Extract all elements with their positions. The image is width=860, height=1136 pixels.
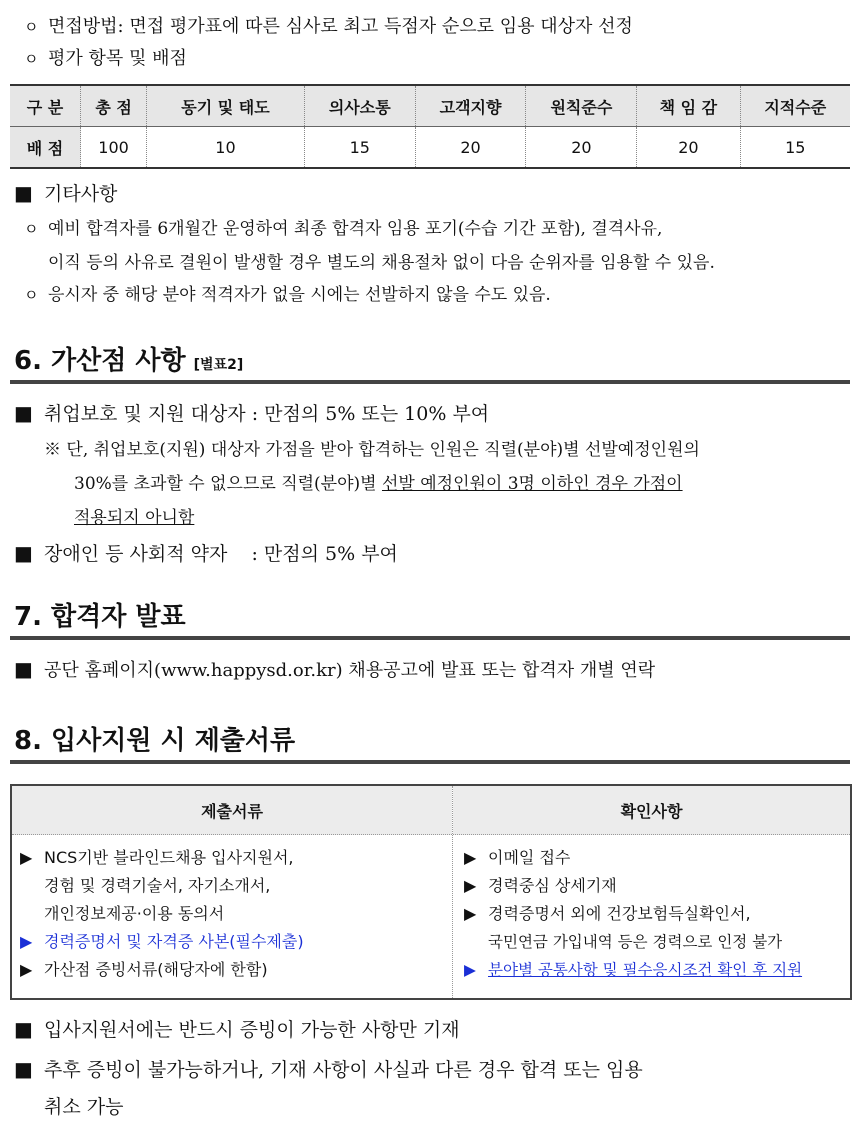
etc-title: ■ 기타사항 [14, 181, 118, 205]
square-bullet-icon: ■ [14, 181, 33, 205]
triangle-bullet-icon: ▶ [464, 961, 476, 979]
square-bullet-icon: ■ [14, 1057, 33, 1081]
table-header-cell: 구 분 [10, 85, 81, 127]
bottom-note-2-cont: 취소 가능 [44, 1096, 124, 1118]
check-item: ▶ 이메일 접수 [464, 844, 570, 872]
documents-column-header: 제출서류 [12, 786, 452, 835]
bottom-note-2: ■ 추후 증빙이 불가능하거나, 기재 사항이 사실과 다른 경우 합격 또는 임용 [14, 1057, 643, 1081]
triangle-bullet-icon: ▶ [464, 848, 477, 867]
etc-item-1-cont: 이직 등의 사유로 결원이 발생할 경우 별도의 채용절차 없이 다음 순위자를 임용할 수 있음. [48, 253, 715, 273]
document-item: ▶ NCS기반 블라인드채용 입사지원서, [20, 844, 293, 872]
circle-bullet-icon: ㅇ [24, 220, 39, 238]
bonus-item-1: ■ 취업보호 및 지원 대상자 : 만점의 5% 또는 10% 부여 [14, 401, 490, 425]
table-cell: 20 [637, 127, 740, 169]
table-row [10, 127, 850, 169]
bonus-note-line-2: 30%를 초과할 수 없으므로 직렬(분야)별 선발 예정인원이 3명 이하인 경우 가점이 [74, 474, 683, 494]
table-header-cell: 지적수준 [740, 85, 850, 127]
table-header-cell: 동기 및 태도 [147, 85, 305, 127]
check-item-highlight: ▶ 분야별 공통사항 및 필수응시조건 확인 후 지원 [464, 956, 802, 984]
underlined-text: 선발 예정인원이 3명 이하인 경우 가점이 [381, 474, 683, 494]
score-table [10, 84, 850, 169]
section-8-title: 8. 입사지원 시 제출서류 [14, 726, 296, 756]
circle-bullet-icon: ㅇ [24, 50, 39, 68]
bonus-note-line-1: ※ 단, 취업보호(지원) 대상자 가점을 받아 합격하는 인원은 직렬(분야)별 선발예정인원의 [44, 440, 700, 460]
table-row-label: 배 점 [10, 127, 81, 169]
square-bullet-icon: ■ [14, 541, 33, 565]
triangle-bullet-icon: ▶ [464, 876, 477, 895]
check-item: ▶ 경력증명서 외에 건강보험득실확인서, [464, 900, 751, 928]
table-cell: 100 [81, 127, 147, 169]
section-6-title: 6. 가산점 사항 [별표2] [14, 346, 244, 376]
table-header-cell: 원칙준수 [526, 85, 637, 127]
check-item-cont: 국민연금 가입내역 등은 경력으로 인정 불가 [488, 933, 783, 951]
bonus-note-line-3: 적용되지 아니함 [74, 508, 195, 528]
section-6-tag: [별표2] [193, 357, 244, 373]
document-item-required: ▶ 경력증명서 및 자격증 사본(필수제출) [20, 928, 304, 956]
circle-bullet-icon: ㅇ [24, 286, 39, 304]
square-bullet-icon: ■ [14, 657, 33, 681]
section-divider [10, 636, 850, 640]
check-column-header: 확인사항 [453, 786, 850, 835]
document-item: ▶ 가산점 증빙서류(해당자에 한함) [20, 956, 268, 984]
table-header-cell: 고객지향 [415, 85, 526, 127]
document-item-cont: 경험 및 경력기술서, 자기소개서, [44, 876, 271, 895]
circle-bullet-icon: ㅇ [24, 18, 39, 36]
table-cell: 20 [415, 127, 526, 169]
table-header-cell: 책 임 감 [637, 85, 740, 127]
interview-method-line: ㅇ 면접방법: 면접 평가표에 따른 심사로 최고 득점자 순으로 임용 대상자 선정 [24, 14, 633, 40]
square-bullet-icon: ■ [14, 1017, 33, 1041]
triangle-bullet-icon: ▶ [464, 904, 477, 923]
table-cell: 20 [526, 127, 637, 169]
etc-item-1: ㅇ 예비 합격자를 6개월간 운영하여 최종 합격자 임용 포기(수습 기간 포함), 결격사유, [24, 216, 662, 242]
square-bullet-icon: ■ [14, 401, 33, 425]
section-divider [10, 380, 850, 384]
section-7-title: 7. 합격자 발표 [14, 602, 186, 632]
section-divider [10, 760, 850, 764]
triangle-bullet-icon: ▶ [20, 848, 33, 867]
bonus-item-2: ■ 장애인 등 사회적 약자 : 만점의 5% 부여 [14, 541, 398, 565]
announcement-item: ■ 공단 홈페이지(www.happysd.or.kr) 채용공고에 발표 또는 합격자 개별 연락 [14, 657, 656, 681]
document-item-cont: 개인정보제공·이용 동의서 [44, 904, 225, 923]
triangle-bullet-icon: ▶ [20, 960, 33, 979]
table-header-cell: 총 점 [81, 85, 147, 127]
score-table-header-row [10, 85, 850, 127]
column-divider [452, 786, 453, 998]
etc-item-2: ㅇ 응시자 중 해당 분야 적격자가 없을 시에는 선발하지 않을 수도 있음. [24, 282, 551, 308]
bottom-note-1: ■ 입사지원서에는 반드시 증빙이 가능한 사항만 기재 [14, 1017, 460, 1041]
documents-table [10, 784, 852, 1000]
evaluation-items-line: ㅇ 평가 항목 및 배점 [24, 46, 187, 72]
table-header-cell: 의사소통 [304, 85, 415, 127]
table-cell: 15 [740, 127, 850, 169]
triangle-bullet-icon: ▶ [20, 932, 33, 951]
table-cell: 15 [304, 127, 415, 169]
check-item: ▶ 경력중심 상세기재 [464, 872, 617, 900]
table-cell: 10 [147, 127, 305, 169]
